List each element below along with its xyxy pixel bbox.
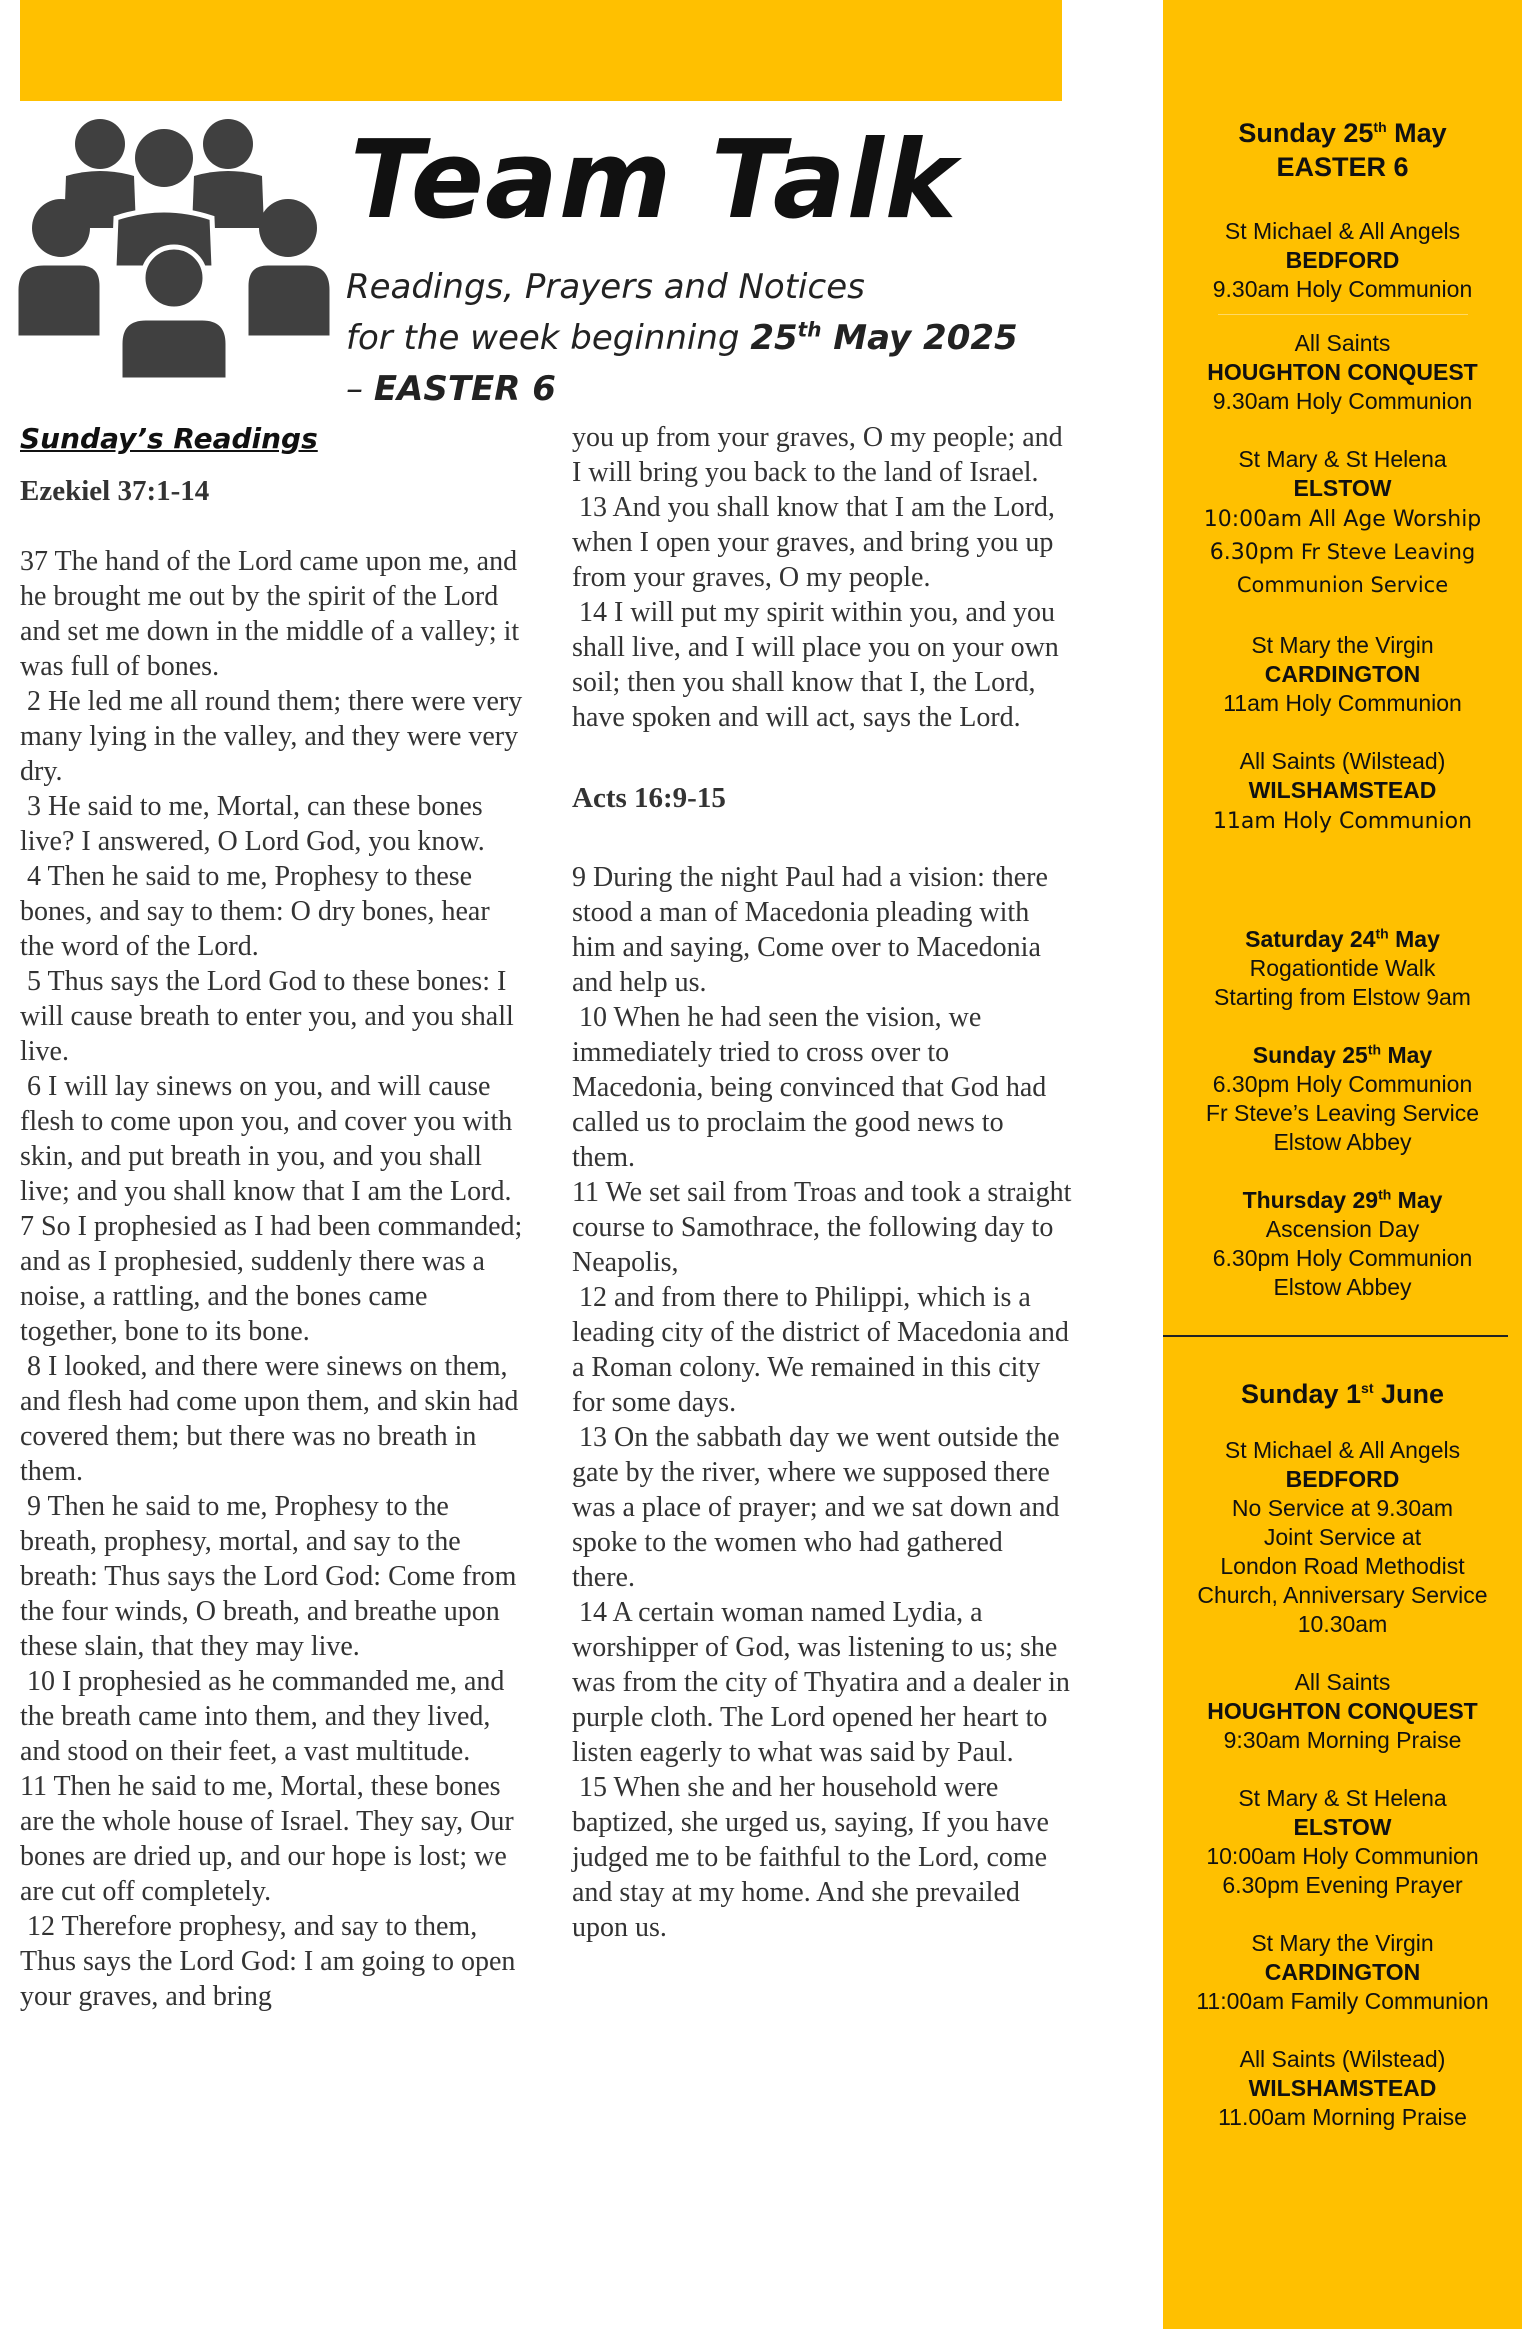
cardington-church: St Mary the Virgin (1251, 632, 1434, 658)
next-elstow-service-1: 10:00am Holy Communion (1206, 1843, 1479, 1869)
next-wilshamstead-church: All Saints (Wilstead) (1239, 2046, 1446, 2072)
sidebar-divider (1163, 1335, 1508, 1337)
reading-paragraph: 9 Then he said to me, Prophesy to the breath, prophesy, mortal, and say to the breath: Thus says the Lord God: Come from the four winds, O breath, and breathe upon these slain, that they may live. (20, 1491, 524, 1662)
reading-paragraph: 5 Thus says the Lord God to these bones: I will cause breath to enter you, and you shall live. (20, 966, 521, 1067)
next-houghton-service: 9:30am Morning Praise (1223, 1727, 1462, 1753)
this-sunday-label: EASTER 6 (1276, 152, 1409, 182)
wilshamstead-place: WILSHAMSTEAD (1248, 777, 1437, 803)
people-group-icon (16, 118, 332, 380)
reading-paragraph: 7 So I prophesied as I had been commanded; and as I prophesied, suddenly there was a noise, a rattling, and the bones came together, bone to its bone. (20, 1211, 530, 1347)
cardington-place: CARDINGTON (1264, 661, 1421, 687)
reading-paragraph: 14 I will put my spirit within you, and you shall live, and I will place you on your own soil; then you shall know that I, the Lord, have spoken and will act, says the Lord. (572, 597, 1066, 733)
next-bedford-church: St Michael & All Angels (1224, 1437, 1461, 1463)
houghton-church: All Saints (1294, 330, 1391, 356)
cardington-service: 11am Holy Communion (1223, 690, 1462, 716)
week-label: EASTER 6 (373, 369, 556, 409)
second-reading-ref: Acts 16:9-15 (572, 782, 726, 814)
next-wilshamstead-place: WILSHAMSTEAD (1248, 2075, 1437, 2101)
event-sun-line3: Elstow Abbey (1273, 1129, 1412, 1155)
page-title: Team Talk (350, 118, 958, 243)
houghton-service: 9.30am Holy Communion (1212, 388, 1473, 414)
reading-paragraph: 10 I prophesied as he commanded me, and the breath came into them, and they lived, and stood on their feet, a vast multitude. (20, 1666, 512, 1767)
next-houghton-place: HOUGHTON CONQUEST (1207, 1698, 1478, 1724)
next-bedford-place: BEDFORD (1285, 1466, 1400, 1492)
event-thu-line3: Elstow Abbey (1273, 1274, 1412, 1300)
elstow-service-2-cont: Communion Service (1236, 573, 1449, 597)
reading-paragraph: 2 He led me all round them; there were very many lying in the valley, and they were very dry. (20, 686, 530, 787)
reading-paragraph: 11 Then he said to me, Mortal, these bones are the whole house of Israel. They say, Our bones are dried up, and our hope is lost; we are cut off completely. (20, 1771, 521, 1907)
wilshamstead-church: All Saints (Wilstead) (1239, 748, 1446, 774)
services-sidebar (1163, 0, 1522, 2329)
next-elstow-service-2: 6.30pm Evening Prayer (1222, 1872, 1463, 1898)
next-elstow-place: ELSTOW (1293, 1814, 1392, 1840)
bedford-church: St Michael & All Angels (1224, 218, 1461, 244)
reading-paragraph: 37 The hand of the Lord came upon me, and he brought me out by the spirit of the Lord and set me down in the middle of a valley; it was full of bones. (20, 546, 527, 682)
reading-paragraph: 10 When he had seen the vision, we immediately tried to cross over to Macedonia, being convinced that God had called us to proclaim the good news to them. (572, 1002, 1054, 1173)
subtitle-line-3: – EASTER 6 (346, 369, 556, 409)
elstow-service-1: 10:00am All Age Worship (1203, 507, 1482, 532)
reading-paragraph: 13 And you shall know that I am the Lord, when I open your graves, and bring you up from your graves, O my people. (572, 492, 1062, 593)
event-sat-date: Saturday 24th May (1245, 925, 1440, 952)
this-sunday-date: Sunday 25th May (1238, 118, 1447, 148)
second-reading-text (572, 860, 1079, 1945)
event-sat-line2: Starting from Elstow 9am (1214, 984, 1471, 1010)
first-reading-ref: Ezekiel 37:1-14 (20, 475, 210, 507)
reading-paragraph: 13 On the sabbath day we went outside the gate by the river, where we supposed there was a place of prayer; and we sat down and spoke to the women who had gathered there. (572, 1422, 1067, 1593)
reading-paragraph: 3 He said to me, Mortal, can these bones live? I answered, O Lord God, you know. (20, 791, 490, 857)
subtitle-prefix: for the week beginning (346, 318, 751, 358)
next-houghton-church: All Saints (1294, 1669, 1391, 1695)
elstow-place: ELSTOW (1293, 475, 1392, 501)
bedford-place: BEDFORD (1285, 247, 1400, 273)
reading-paragraph: 8 I looked, and there were sinews on them, and flesh had come upon them, and skin had covered them; but there was no breath in them. (20, 1351, 526, 1487)
next-elstow-church: St Mary & St Helena (1238, 1785, 1447, 1811)
elstow-church: St Mary & St Helena (1238, 446, 1447, 472)
reading-paragraph: 15 When she and her household were baptized, she urged us, saying, If you have judged me to be faithful to the Lord, come and stay at my home. And she prevailed upon us. (572, 1772, 1056, 1943)
thin-divider (1218, 314, 1468, 315)
reading-paragraph: 4 Then he said to me, Prophesy to these bones, and say to them: O dry bones, hear the word of the Lord. (20, 861, 497, 962)
subtitle-line-2 (346, 313, 1046, 364)
event-sun-date: Sunday 25th May (1252, 1041, 1433, 1068)
reading-paragraph: 12 Therefore prophesy, and say to them, Thus says the Lord God: I am going to open your graves, and bring (20, 1911, 523, 2012)
readings-column-middle (572, 420, 1079, 1945)
reading-paragraph: 14 A certain woman named Lydia, a worshipper of God, was listening to us; she was from the city of Thyatira and a dealer in purple cloth. The Lord opened her heart to listen eagerly to what was said by Paul. (572, 1597, 1077, 1768)
next-bedford-line1: No Service at 9.30am (1231, 1495, 1454, 1521)
bedford-service: 9.30am Holy Communion (1212, 276, 1473, 302)
first-reading-text (20, 544, 530, 2014)
houghton-place: HOUGHTON CONQUEST (1207, 359, 1478, 385)
subtitle (346, 262, 1046, 415)
next-cardington-service: 11:00am Family Communion (1196, 1988, 1489, 2014)
reading-paragraph: 9 During the night Paul had a vision: there stood a man of Macedonia pleading with him and saying, Come over to Macedonia and help us. (572, 862, 1055, 998)
event-sat-line1: Rogationtide Walk (1249, 955, 1436, 981)
wilshamstead-service: 11am Holy Communion (1212, 809, 1473, 834)
readings-column-left (20, 420, 530, 2014)
reading-paragraph: 12 and from there to Philippi, which is a leading city of the district of Macedonia and a Roman colony. We remained in this city for some days. (572, 1282, 1076, 1418)
next-bedford-line5: 10.30am (1297, 1611, 1388, 1637)
header-color-band (20, 0, 1062, 101)
next-wilshamstead-service: 11.00am Morning Praise (1218, 2104, 1467, 2130)
first-reading-continued (572, 420, 1072, 735)
readings-heading: Sunday’s Readings (20, 422, 318, 455)
event-thu-date: Thursday 29th May (1242, 1186, 1443, 1213)
next-bedford-line3: London Road Methodist (1220, 1553, 1465, 1579)
subtitle-line-1: Readings, Prayers and Notices (346, 267, 865, 307)
elstow-service-2: 6.30pm Fr Steve Leaving (1209, 540, 1476, 565)
reading-paragraph: 6 I will lay sinews on you, and will cause flesh to come upon you, and cover you with skin, and put breath in you, and you shall live; and you shall know that I am the Lord. (20, 1071, 520, 1207)
reading-paragraph: you up from your graves, O my people; and I will bring you back to the land of Israel. (572, 422, 1070, 488)
next-cardington-church: St Mary the Virgin (1251, 1930, 1434, 1956)
event-thu-line1: Ascension Day (1265, 1216, 1420, 1242)
event-sun-line2: Fr Steve’s Leaving Service (1205, 1100, 1480, 1126)
next-cardington-place: CARDINGTON (1264, 1959, 1421, 1985)
reading-paragraph: 11 We set sail from Troas and took a straight course to Samothrace, the following day to Neapolis, (572, 1177, 1079, 1278)
next-bedford-line4: Church, Anniversary Service (1197, 1582, 1488, 1608)
event-sun-line1: 6.30pm Holy Communion (1212, 1071, 1473, 1097)
week-date: 25th May 2025 (750, 317, 1018, 358)
next-bedford-line2: Joint Service at (1263, 1524, 1422, 1550)
next-sunday-date: Sunday 1st June (1240, 1379, 1445, 1409)
event-thu-line2: 6.30pm Holy Communion (1212, 1245, 1473, 1271)
